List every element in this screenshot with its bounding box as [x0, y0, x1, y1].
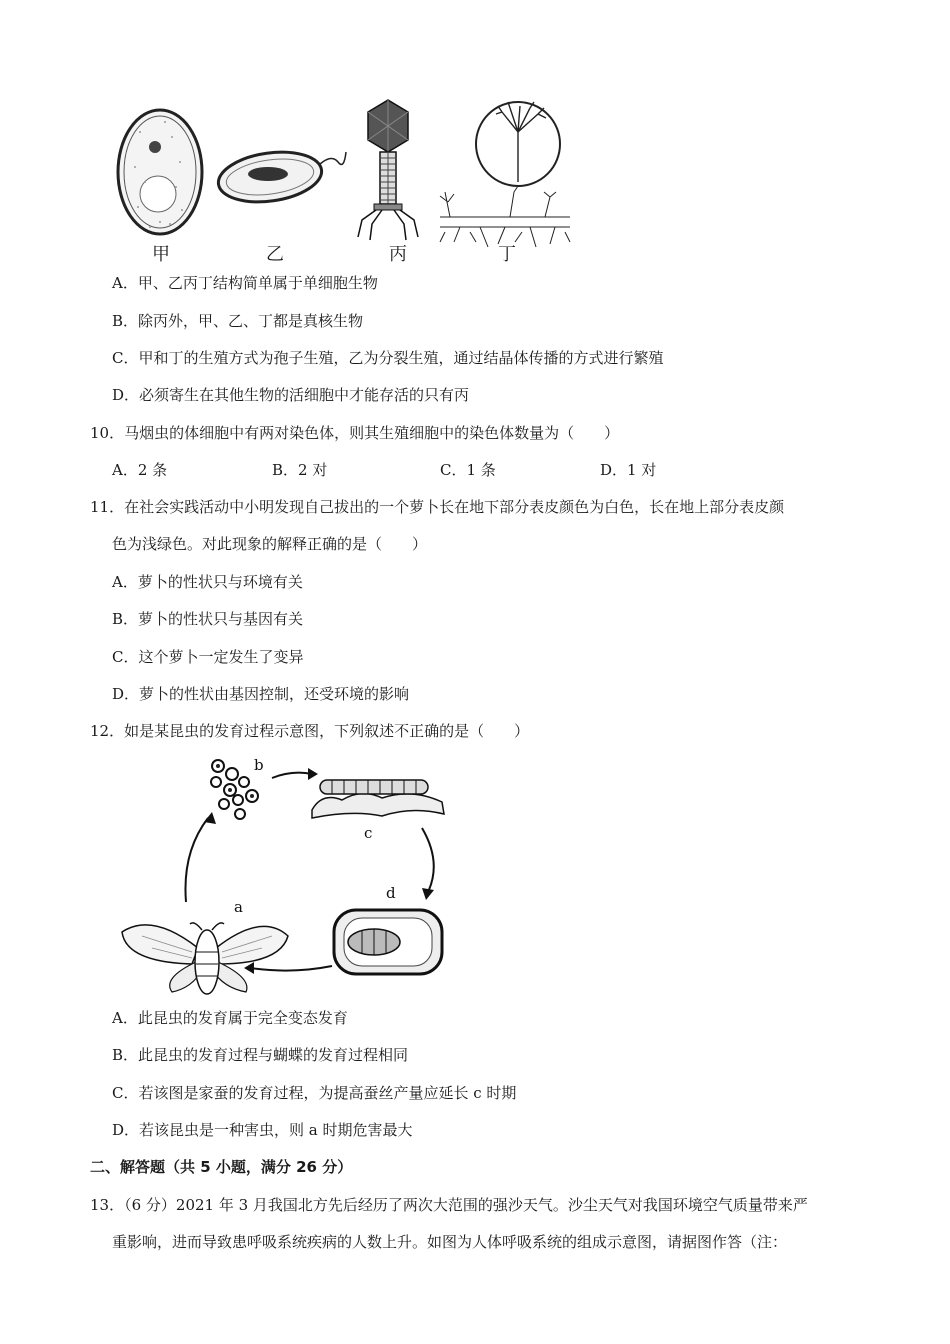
q10-option-b: B．2 对: [272, 461, 328, 479]
moth-drawing: [122, 923, 288, 994]
q11-option-d: D．萝卜的性状由基因控制，还受环境的影响: [112, 685, 410, 703]
stage-label-c: c: [364, 824, 373, 842]
stage-label-d: d: [386, 884, 396, 902]
q10-option-c: C．1 条: [440, 461, 496, 479]
stage-label-b: b: [254, 756, 264, 774]
q12-option-c: C．若该图是家蚕的发育过程，为提高蚕丝产量应延长 c 时期: [112, 1084, 517, 1102]
q9-option-c: C．甲和丁的生殖方式为孢子生殖，乙为分裂生殖，通过结晶体传播的方式进行繁殖: [112, 349, 664, 367]
figure-label-ding: 丁: [498, 244, 516, 265]
figure-label-bing: 丙: [389, 244, 407, 265]
q10-option-d: D．1 对: [600, 461, 657, 479]
stage-label-a: a: [234, 898, 243, 916]
q11-stem-line1: 11．在社会实践活动中小明发现自己拔出的一个萝卜长在地下部分表皮颜色为白色，长在地上部分表皮颜: [90, 498, 785, 516]
organisms-figure: [110, 92, 590, 262]
q9-option-a: A．甲、乙丙丁结构简单属于单细胞生物: [112, 274, 378, 292]
q13-stem-line1: 13．（6 分）2021 年 3 月我国北方先后经历了两次大范围的强沙天气。沙尘天气对我国环境空气质量带来严: [90, 1196, 808, 1214]
section-2-heading: 二、解答题（共 5 小题，满分 26 分）: [90, 1158, 353, 1176]
q12-stem: 12．如是某昆虫的发育过程示意图，下列叙述不正确的是（ ）: [90, 722, 530, 740]
yeast-cell-drawing: [118, 110, 202, 234]
eggs-drawing: [211, 760, 258, 819]
q9-option-b: B．除丙外，甲、乙、丁都是真核生物: [112, 312, 364, 330]
larva-drawing: [312, 780, 444, 818]
q11-option-b: B．萝卜的性状只与基因有关: [112, 610, 304, 628]
q13-stem-line2: 重影响，进而导致患呼吸系统疾病的人数上升。如图为人体呼吸系统的组成示意图，请据图作答（注：: [112, 1233, 788, 1251]
q12-option-d: D．若该昆虫是一种害虫，则 a 时期危害最大: [112, 1121, 413, 1139]
q12-option-a: A．此昆虫的发育属于完全变态发育: [112, 1009, 348, 1027]
organisms-drawing: [110, 92, 590, 262]
q10-option-a: A．2 条: [112, 461, 168, 479]
bacterium-drawing: [215, 146, 346, 208]
q11-stem-line2: 色为浅绿色。对此现象的解释正确的是（ ）: [112, 535, 428, 553]
q10-stem: 10．马烟虫的体细胞中有两对染色体，则其生殖细胞中的染色体数量为（ ）: [90, 424, 620, 442]
q11-option-c: C．这个萝卜一定发生了变异: [112, 648, 304, 666]
insect-lifecycle-figure: [112, 752, 462, 1000]
mould-drawing: [440, 102, 570, 247]
lifecycle-drawing: [112, 752, 462, 1000]
figure-label-yi: 乙: [266, 244, 284, 265]
q11-option-a: A．萝卜的性状只与环境有关: [112, 573, 303, 591]
phage-drawing: [358, 100, 418, 240]
figure-label-jia: 甲: [152, 244, 170, 265]
pupa-drawing: [334, 910, 442, 974]
q9-option-d: D．必须寄生在其他生物的活细胞中才能存活的只有丙: [112, 386, 470, 404]
q12-option-b: B．此昆虫的发育过程与蝴蝶的发育过程相同: [112, 1046, 409, 1064]
